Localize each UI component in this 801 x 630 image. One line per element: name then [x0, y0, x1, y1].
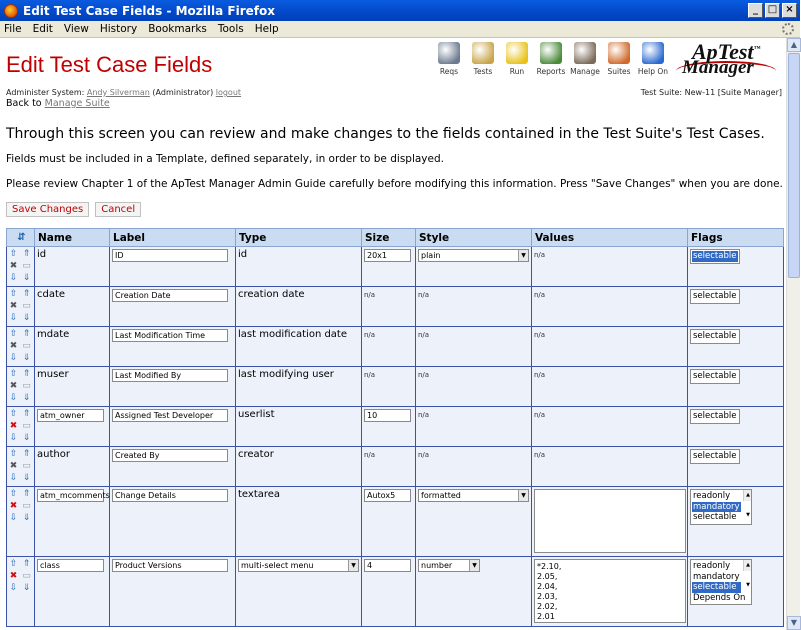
details-icon[interactable]: ▭ — [22, 421, 31, 431]
move-up-icon[interactable]: ⇧ — [9, 329, 18, 339]
back-line — [6, 98, 110, 109]
style-cell — [416, 367, 532, 407]
style-select[interactable] — [418, 489, 529, 502]
row-controls — [7, 447, 35, 487]
size-cell — [362, 407, 416, 447]
move-up-icon[interactable]: ⇧ — [9, 369, 18, 379]
label-input[interactable]: Assigned Test Developer — [112, 409, 228, 422]
flags-cell — [688, 487, 784, 557]
type-text: id — [238, 249, 248, 260]
logo-line2: Manager — [682, 57, 754, 78]
type-cell — [236, 487, 362, 557]
toolbar-label: Run — [509, 67, 525, 76]
move-up-icon[interactable]: ⇧ — [9, 559, 18, 569]
type-cell — [236, 367, 362, 407]
size-cell — [362, 487, 416, 557]
name-text: cdate — [37, 289, 66, 300]
size-input[interactable]: 20x1 — [364, 249, 411, 262]
table-row — [7, 287, 784, 327]
flags-listbox[interactable] — [690, 409, 740, 424]
label-input[interactable]: Creation Date — [112, 289, 228, 302]
delete-icon[interactable]: ✖ — [9, 421, 18, 431]
chevron-down-icon[interactable]: ▼ — [348, 560, 358, 571]
table-row — [7, 447, 784, 487]
row-controls — [7, 407, 35, 447]
tests-icon — [472, 42, 494, 64]
firefox-icon — [4, 4, 18, 18]
toolbar-label: Suites — [607, 67, 631, 76]
table-row — [7, 557, 784, 627]
type-cell — [236, 327, 362, 367]
name-text: mdate — [37, 329, 70, 340]
name-input[interactable]: atm_mcomments — [37, 489, 104, 502]
values-na: n/a — [534, 411, 546, 419]
minimize-button[interactable]: _ — [748, 3, 763, 18]
header-type: Type — [236, 229, 362, 247]
flag-option[interactable]: selectable — [693, 411, 737, 421]
move-top-icon[interactable]: ⇑ — [22, 249, 31, 259]
delete-icon[interactable]: ✖ — [9, 381, 18, 391]
scroll-down-arrow-icon[interactable]: ▼ — [787, 616, 801, 630]
window-title: Edit Test Case Fields - Mozilla Firefox — [23, 3, 275, 18]
flag-option[interactable]: selectable — [693, 331, 737, 341]
header-name: Name — [35, 229, 110, 247]
logout-link[interactable]: logout — [215, 88, 242, 97]
toolbar-help-on-button[interactable] — [636, 42, 670, 76]
values-cell — [532, 247, 688, 287]
toolbar-label: Reports — [536, 67, 566, 76]
name-cell — [35, 247, 110, 287]
value-line: 2.03, — [537, 592, 558, 601]
reqs-icon — [438, 42, 460, 64]
values-na: n/a — [534, 331, 546, 339]
move-up-icon[interactable]: ⇧ — [9, 449, 18, 459]
row-controls — [7, 247, 35, 287]
values-textarea[interactable] — [534, 489, 686, 553]
move-down-icon[interactable]: ⇩ — [9, 583, 18, 593]
label-cell — [110, 557, 236, 627]
name-text: author — [37, 449, 70, 460]
label-cell — [110, 287, 236, 327]
label-input[interactable]: Change Details — [112, 489, 228, 502]
toolbar-label: Manage — [570, 67, 600, 76]
table-row — [7, 407, 784, 447]
flag-option[interactable]: mandatory — [693, 501, 740, 512]
flags-cell — [688, 367, 784, 407]
sort-icon[interactable]: ⇵ — [17, 232, 26, 243]
size-cell — [362, 287, 416, 327]
flags-cell — [688, 557, 784, 627]
details-icon[interactable]: ▭ — [22, 461, 31, 471]
row-controls — [7, 487, 35, 557]
values-cell — [532, 407, 688, 447]
type-select[interactable] — [238, 559, 359, 572]
menu-view[interactable]: View — [63, 23, 89, 35]
size-cell — [362, 327, 416, 367]
admin-line — [6, 88, 782, 97]
admin-role: (Administrator) — [152, 88, 214, 97]
table-row — [7, 247, 784, 287]
size-na: n/a — [364, 371, 376, 379]
details-icon[interactable]: ▭ — [22, 501, 31, 511]
value-line: 2.01 — [537, 612, 555, 621]
size-cell — [362, 557, 416, 627]
name-cell — [35, 447, 110, 487]
chevron-down-icon[interactable]: ▼ — [518, 490, 528, 501]
values-cell — [532, 487, 688, 557]
name-cell — [35, 287, 110, 327]
flag-option[interactable]: selectable — [693, 512, 737, 522]
row-controls — [7, 557, 35, 627]
move-bottom-icon[interactable]: ⇓ — [22, 273, 31, 283]
flags-cell — [688, 327, 784, 367]
flags-listbox[interactable] — [690, 559, 752, 605]
values-na: n/a — [534, 371, 546, 379]
values-na: n/a — [534, 451, 546, 459]
listbox-scrollbar[interactable]: ▲ ▼ — [743, 490, 751, 501]
name-cell — [35, 407, 110, 447]
app-toolbar — [432, 42, 670, 76]
admin-prefix: Administer System: — [6, 88, 85, 97]
style-value: formatted — [421, 491, 461, 500]
page-title: Edit Test Case Fields — [6, 52, 213, 77]
page-viewport — [0, 38, 786, 630]
move-down-icon[interactable]: ⇩ — [9, 313, 18, 323]
details-icon[interactable]: ▭ — [22, 381, 31, 391]
move-top-icon[interactable]: ⇑ — [22, 289, 31, 299]
value-line: 2.02, — [537, 602, 558, 611]
throbber-icon — [782, 23, 794, 35]
type-cell — [236, 407, 362, 447]
name-cell — [35, 327, 110, 367]
scroll-up-arrow-icon[interactable]: ▲ — [787, 38, 801, 52]
move-down-icon[interactable]: ⇩ — [9, 473, 18, 483]
admin-guide-note: Please review Chapter 1 of the ApTest Manager Admin Guide carefully before modifying this information. Press "Save Changes" when you are done. — [6, 178, 783, 190]
admin-user-link[interactable]: Andy Silverman — [86, 88, 150, 97]
move-top-icon[interactable]: ⇑ — [22, 329, 31, 339]
name-cell — [35, 367, 110, 407]
name-text: id — [37, 249, 47, 260]
flags-listbox[interactable] — [690, 289, 740, 304]
vertical-scrollbar[interactable] — [786, 38, 800, 630]
style-na: n/a — [418, 411, 430, 419]
move-top-icon[interactable]: ⇑ — [22, 409, 31, 419]
delete-icon[interactable]: ✖ — [9, 341, 18, 351]
menu-tools[interactable]: Tools — [217, 23, 244, 35]
delete-icon[interactable]: ✖ — [9, 261, 18, 271]
name-cell — [35, 487, 110, 557]
size-cell — [362, 447, 416, 487]
header-flags: Flags — [688, 229, 784, 247]
move-top-icon[interactable]: ⇑ — [22, 449, 31, 459]
label-cell — [110, 327, 236, 367]
move-bottom-icon[interactable]: ⇓ — [22, 353, 31, 363]
move-bottom-icon[interactable]: ⇓ — [22, 393, 31, 403]
table-row — [7, 327, 784, 367]
name-cell — [35, 557, 110, 627]
label-input[interactable]: ID — [112, 249, 228, 262]
flags-listbox[interactable] — [690, 329, 740, 344]
values-cell — [532, 287, 688, 327]
save-changes-button[interactable]: Save Changes — [6, 202, 89, 217]
close-button[interactable]: × — [782, 3, 797, 18]
size-na: n/a — [364, 451, 376, 459]
style-cell — [416, 557, 532, 627]
size-input[interactable]: 10 — [364, 409, 411, 422]
move-down-icon[interactable]: ⇩ — [9, 513, 18, 523]
toolbar-label: Help On — [637, 67, 669, 76]
logo-tm: ™ — [753, 44, 761, 53]
flags-listbox[interactable] — [690, 369, 740, 384]
chevron-down-icon[interactable]: ▼ — [469, 560, 479, 571]
toolbar-tests-button[interactable] — [466, 42, 500, 76]
value-line: *2.10, — [537, 562, 562, 571]
values-na: n/a — [534, 251, 546, 259]
move-down-icon[interactable]: ⇩ — [9, 393, 18, 403]
label-cell — [110, 447, 236, 487]
flags-listbox[interactable] — [690, 489, 752, 525]
label-cell — [110, 367, 236, 407]
type-cell — [236, 557, 362, 627]
style-cell — [416, 327, 532, 367]
header-style: Style — [416, 229, 532, 247]
toolbar-run-button[interactable] — [500, 42, 534, 76]
type-value: multi-select menu — [241, 561, 314, 570]
values-na: n/a — [534, 291, 546, 299]
logo-line1: ApTest — [692, 39, 754, 64]
move-bottom-icon[interactable]: ⇓ — [22, 433, 31, 443]
name-text: muser — [37, 369, 69, 380]
manage-suite-link[interactable]: Manage Suite — [44, 98, 110, 109]
values-textarea[interactable] — [534, 559, 686, 623]
delete-icon[interactable]: ✖ — [9, 461, 18, 471]
style-cell — [416, 447, 532, 487]
scroll-thumb[interactable] — [788, 53, 800, 278]
values-cell — [532, 327, 688, 367]
move-up-icon[interactable]: ⇧ — [9, 409, 18, 419]
flag-option[interactable]: readonly — [693, 491, 731, 501]
label-cell — [110, 247, 236, 287]
style-cell — [416, 487, 532, 557]
toolbar-label: Reqs — [439, 67, 459, 76]
flag-option[interactable]: Depends On — [693, 592, 746, 603]
flags-listbox[interactable] — [690, 249, 740, 264]
chevron-down-icon[interactable]: ▼ — [518, 250, 528, 261]
details-icon[interactable]: ▭ — [22, 261, 31, 271]
size-na: n/a — [364, 291, 376, 299]
details-icon[interactable]: ▭ — [22, 571, 31, 581]
delete-icon[interactable]: ✖ — [9, 301, 18, 311]
header-values: Values — [532, 229, 688, 247]
reports-icon — [540, 42, 562, 64]
type-text: last modification date — [238, 329, 348, 340]
move-down-icon[interactable]: ⇩ — [9, 273, 18, 283]
menu-help[interactable]: Help — [254, 23, 279, 35]
back-prefix: Back to — [6, 98, 42, 109]
aptest-logo — [676, 39, 776, 83]
move-up-icon[interactable]: ⇧ — [9, 489, 18, 499]
cancel-button[interactable]: Cancel — [95, 202, 141, 217]
move-top-icon[interactable]: ⇑ — [22, 489, 31, 499]
toolbar-suites-button[interactable] — [602, 42, 636, 76]
size-input[interactable]: 4 — [364, 559, 411, 572]
toolbar-reqs-button[interactable] — [432, 42, 466, 76]
flag-option[interactable]: selectable — [693, 371, 737, 381]
flags-cell — [688, 407, 784, 447]
type-text: userlist — [238, 409, 275, 420]
style-cell — [416, 247, 532, 287]
flag-option[interactable]: mandatory — [693, 571, 740, 582]
move-down-icon[interactable]: ⇩ — [9, 353, 18, 363]
toolbar-manage-button[interactable] — [568, 42, 602, 76]
delete-icon[interactable]: ✖ — [9, 571, 18, 581]
style-na: n/a — [418, 451, 430, 459]
menu-bookmarks[interactable]: Bookmarks — [148, 23, 207, 35]
details-icon[interactable]: ▭ — [22, 301, 31, 311]
type-cell — [236, 447, 362, 487]
flag-option[interactable]: selectable — [693, 451, 737, 461]
move-down-icon[interactable]: ⇩ — [9, 433, 18, 443]
type-text: textarea — [238, 489, 281, 500]
style-cell — [416, 407, 532, 447]
type-cell — [236, 247, 362, 287]
delete-icon[interactable]: ✖ — [9, 501, 18, 511]
suites-icon — [608, 42, 630, 64]
style-value: number — [421, 561, 453, 570]
type-text: creation date — [238, 289, 305, 300]
run-icon — [506, 42, 528, 64]
header-label: Label — [110, 229, 236, 247]
move-up-icon[interactable]: ⇧ — [9, 289, 18, 299]
maximize-button[interactable]: □ — [765, 3, 780, 18]
values-cell — [532, 447, 688, 487]
sort-header[interactable] — [7, 229, 35, 247]
name-input[interactable]: class — [37, 559, 104, 572]
test-suite-label: Test Suite: New-11 [Suite Manager] — [640, 88, 782, 97]
style-na: n/a — [418, 291, 430, 299]
size-cell — [362, 247, 416, 287]
flags-cell — [688, 247, 784, 287]
table-row — [7, 367, 784, 407]
row-controls — [7, 287, 35, 327]
style-value: plain — [421, 251, 441, 260]
row-controls — [7, 367, 35, 407]
size-cell — [362, 367, 416, 407]
menubar — [0, 21, 800, 38]
style-na: n/a — [418, 371, 430, 379]
flags-cell — [688, 447, 784, 487]
value-line: 2.04, — [537, 582, 558, 591]
name-input[interactable]: atm_owner — [37, 409, 104, 422]
style-cell — [416, 287, 532, 327]
type-cell — [236, 287, 362, 327]
style-select[interactable] — [418, 249, 529, 262]
toolbar-reports-button[interactable] — [534, 42, 568, 76]
move-up-icon[interactable]: ⇧ — [9, 249, 18, 259]
menu-edit[interactable]: Edit — [32, 23, 53, 35]
flags-listbox[interactable] — [690, 449, 740, 464]
listbox-scrollbar[interactable]: ▲ ▼ — [743, 560, 751, 571]
header-size: Size — [362, 229, 416, 247]
label-input[interactable]: Created By — [112, 449, 228, 462]
intro-text: Through this screen you can review and make changes to the fields contained in the Test Suite's Test Cases. — [6, 126, 765, 142]
size-na: n/a — [364, 331, 376, 339]
flag-option[interactable]: selectable — [692, 582, 741, 593]
help-icon — [642, 42, 664, 64]
details-icon[interactable]: ▭ — [22, 341, 31, 351]
toolbar-label: Tests — [473, 67, 493, 76]
flag-option[interactable]: selectable — [693, 291, 737, 301]
menu-file[interactable]: File — [4, 23, 22, 35]
type-text: creator — [238, 449, 274, 460]
label-cell — [110, 407, 236, 447]
window-titlebar — [0, 0, 800, 21]
row-controls — [7, 327, 35, 367]
size-input[interactable]: Autox5 — [364, 489, 411, 502]
move-bottom-icon[interactable]: ⇓ — [22, 473, 31, 483]
value-line: 2.05, — [537, 572, 558, 581]
move-top-icon[interactable]: ⇑ — [22, 369, 31, 379]
move-top-icon[interactable]: ⇑ — [22, 559, 31, 569]
label-input[interactable]: Last Modification Time — [112, 329, 228, 342]
values-cell — [532, 367, 688, 407]
template-note: Fields must be included in a Template, defined separately, in order to be displayed. — [6, 153, 444, 165]
flag-option[interactable]: readonly — [693, 561, 731, 571]
move-bottom-icon[interactable]: ⇓ — [22, 513, 31, 523]
label-cell — [110, 487, 236, 557]
style-na: n/a — [418, 331, 430, 339]
move-bottom-icon[interactable]: ⇓ — [22, 583, 31, 593]
flag-option[interactable]: selectable — [693, 251, 737, 261]
label-input[interactable]: Product Versions — [112, 559, 228, 572]
values-cell — [532, 557, 688, 627]
label-input[interactable]: Last Modified By — [112, 369, 228, 382]
table-row — [7, 487, 784, 557]
type-text: last modifying user — [238, 369, 334, 380]
menu-history[interactable]: History — [99, 23, 138, 35]
flags-cell — [688, 287, 784, 327]
manage-icon — [574, 42, 596, 64]
style-select[interactable] — [418, 559, 480, 572]
fields-table — [6, 228, 784, 627]
move-bottom-icon[interactable]: ⇓ — [22, 313, 31, 323]
